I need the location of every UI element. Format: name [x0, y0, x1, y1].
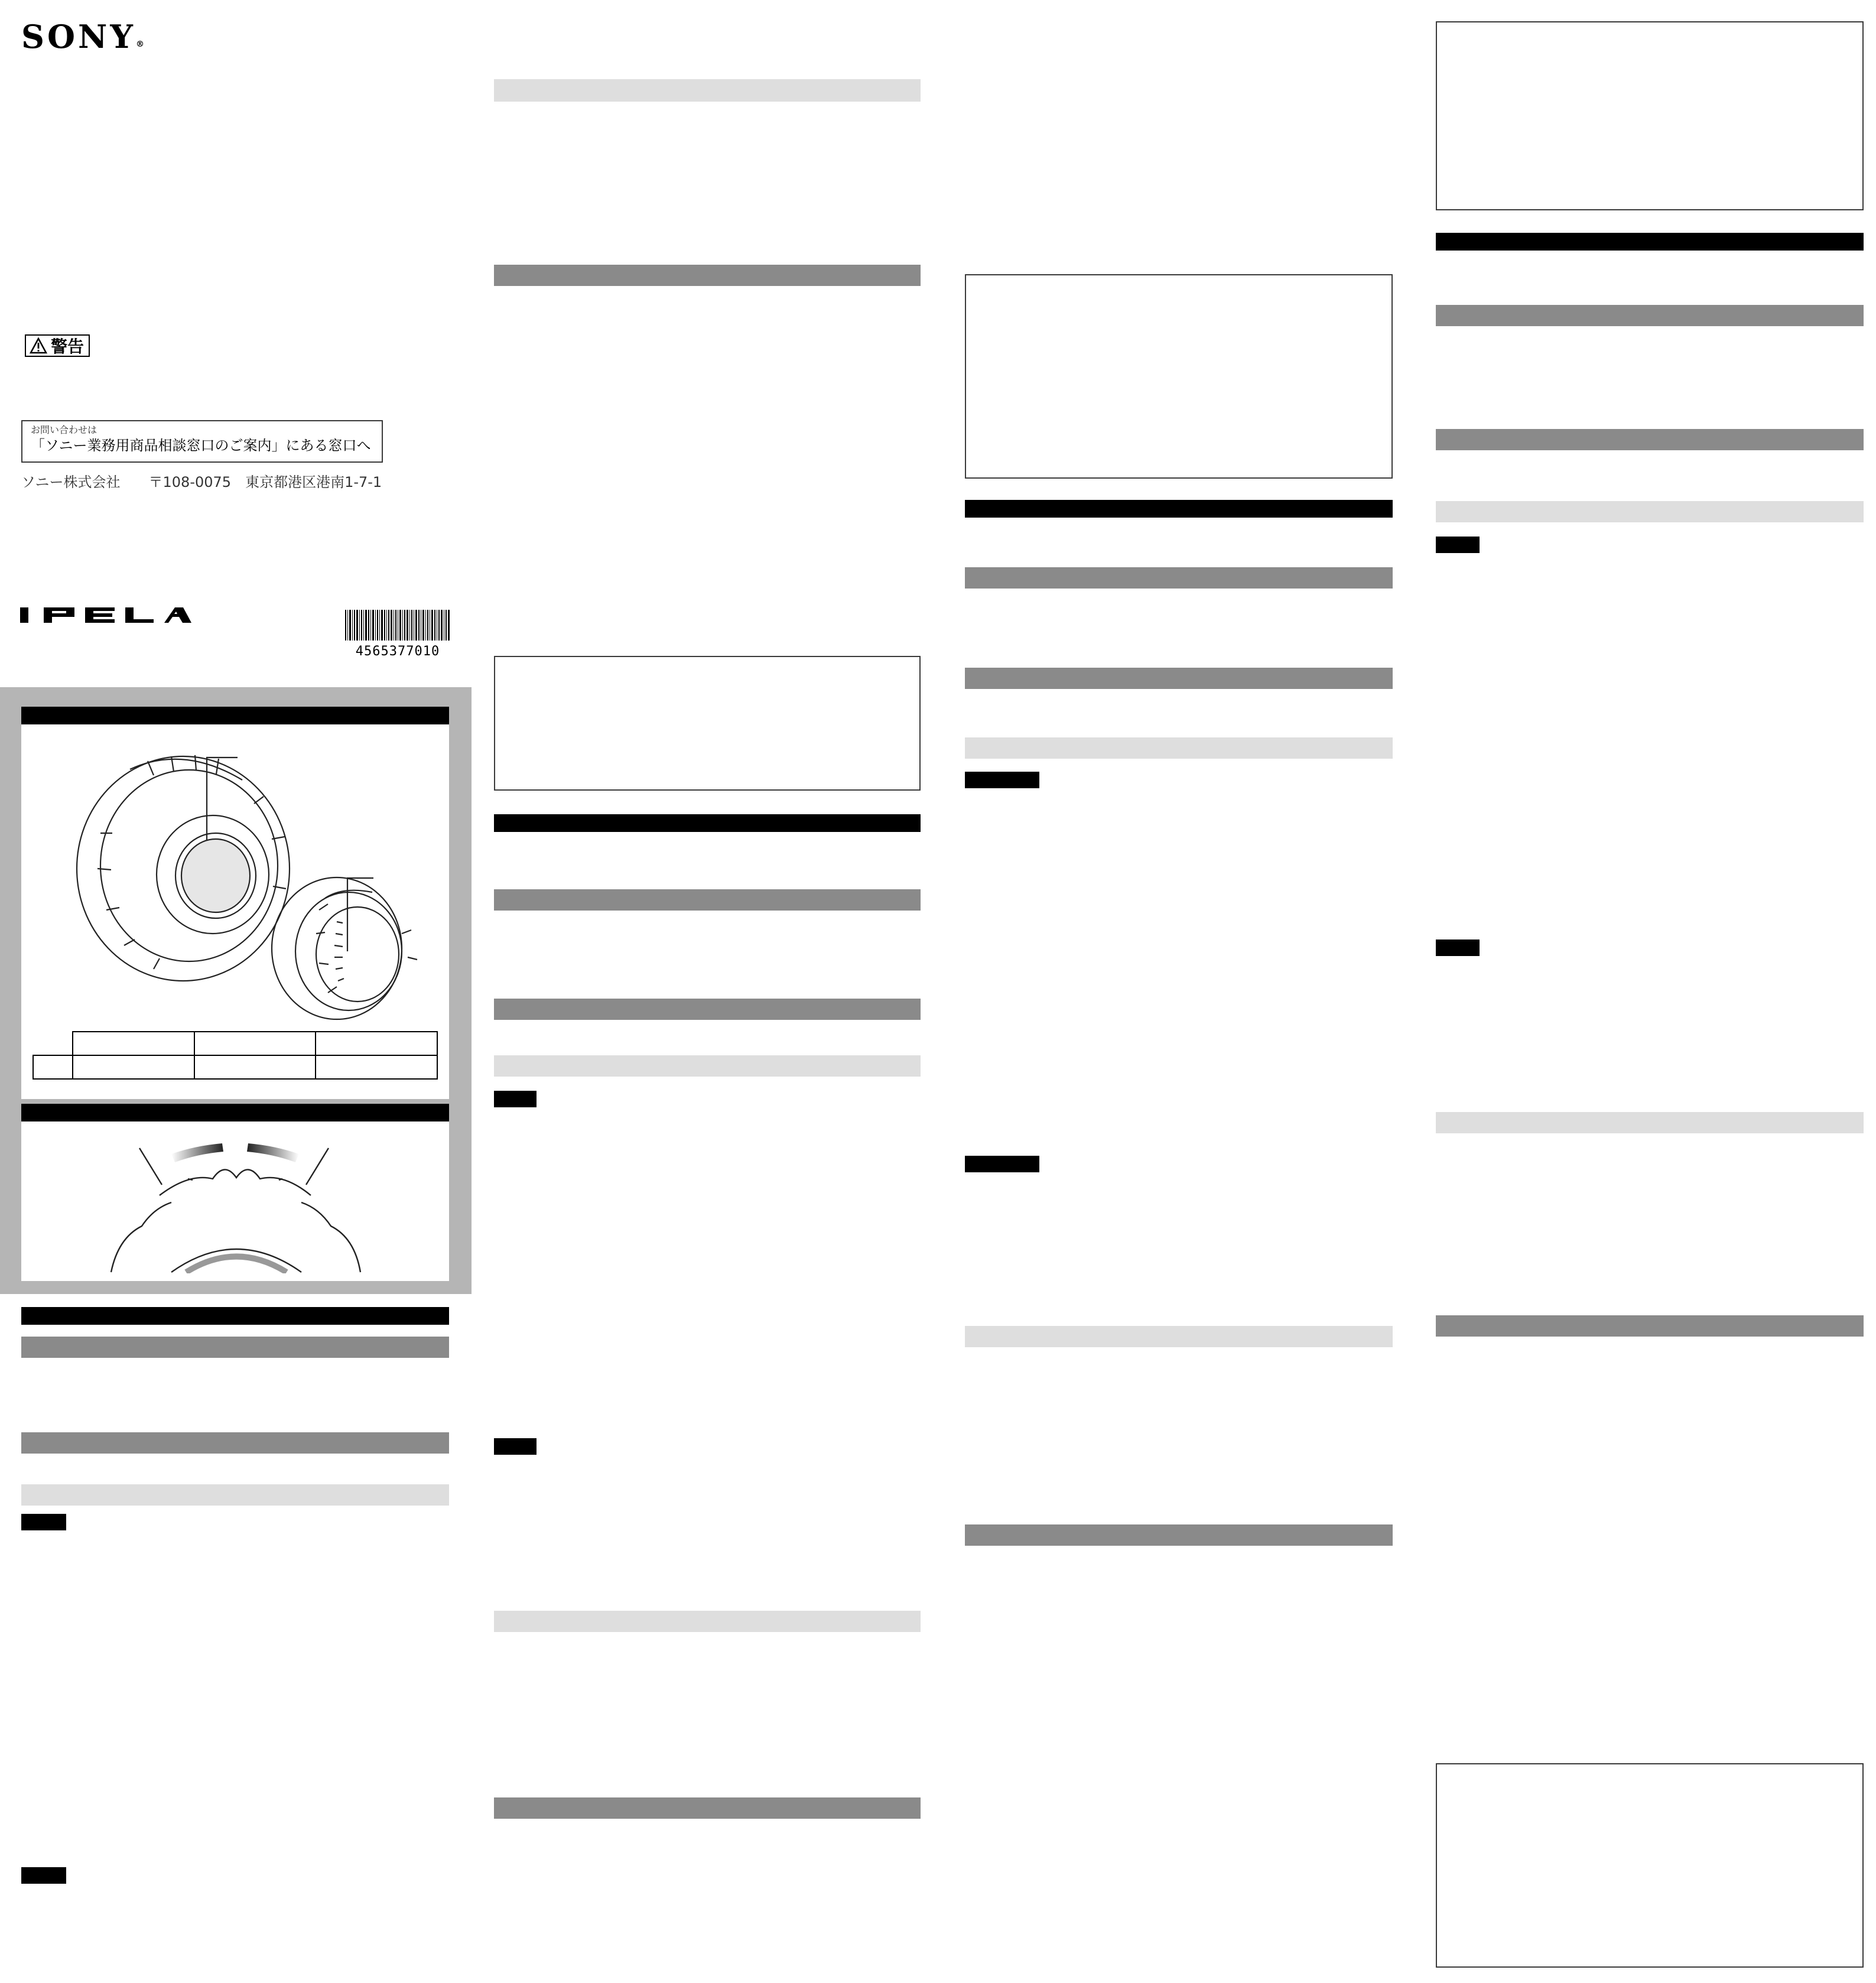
notice-box — [1436, 1763, 1864, 1968]
parts-table — [32, 1031, 438, 1080]
table-cell — [33, 1032, 73, 1055]
notice-box — [965, 274, 1393, 479]
section-header-bar — [965, 500, 1393, 518]
sony-logo-text: SONY — [21, 18, 136, 56]
warning-badge — [25, 334, 90, 357]
section-header-bar — [21, 1104, 449, 1121]
section-subheader-bar — [1436, 429, 1864, 450]
ipela-logo — [20, 603, 191, 626]
barcode-number: 4565377010 — [355, 644, 440, 659]
section-minor-bar — [1436, 501, 1864, 522]
section-subheader-bar — [21, 1337, 449, 1358]
note-tag — [1436, 940, 1480, 956]
section-header-bar — [21, 1307, 449, 1325]
section-subheader-bar — [1436, 1315, 1864, 1337]
section-minor-bar — [494, 79, 921, 102]
table-cell — [194, 1055, 316, 1079]
notice-box — [494, 656, 921, 791]
table-cell — [73, 1055, 194, 1079]
note-tag — [965, 1156, 1039, 1172]
note-tag — [494, 1438, 537, 1455]
sony-logo — [21, 18, 144, 56]
section-minor-bar — [494, 1055, 921, 1077]
barcode-graphic — [345, 610, 450, 641]
lens-housing-illustration — [65, 733, 420, 1028]
section-header-bar — [1436, 233, 1864, 251]
table-cell — [73, 1032, 194, 1055]
contact-small-label: お問い合わせは — [31, 424, 97, 435]
section-minor-bar — [965, 1326, 1393, 1347]
section-subheader-bar — [494, 1797, 921, 1819]
section-minor-bar — [494, 1611, 921, 1632]
warning-label: 警告 — [51, 337, 84, 356]
table-cell — [33, 1055, 73, 1079]
note-tag — [494, 1091, 537, 1107]
section-subheader-bar — [965, 1524, 1393, 1546]
table-cell — [316, 1032, 437, 1055]
note-tag — [21, 1514, 66, 1530]
contact-box — [21, 420, 383, 463]
table-row — [33, 1032, 437, 1055]
section-subheader-bar — [494, 265, 921, 286]
section-subheader-bar — [494, 999, 921, 1020]
note-tag — [21, 1867, 66, 1884]
company-address: ソニー株式会社 〒108-0075 東京都港区港南1-7-1 — [21, 474, 382, 490]
section-minor-bar — [21, 1484, 449, 1506]
table-cell — [316, 1055, 437, 1079]
section-header-bar — [494, 814, 921, 832]
section-header-bar — [21, 707, 449, 724]
section-subheader-bar — [21, 1432, 449, 1454]
note-tag — [965, 772, 1039, 788]
registered-mark: ® — [135, 40, 144, 49]
section-subheader-bar — [1436, 305, 1864, 326]
contact-main-label: 「ソニー業務用商品相談窓口のご案内」にある窓口へ — [31, 437, 371, 454]
table-cell — [194, 1032, 316, 1055]
section-subheader-bar — [494, 889, 921, 911]
barcode — [345, 610, 450, 659]
warning-triangle-icon — [30, 337, 47, 354]
section-subheader-bar — [965, 567, 1393, 589]
table-row — [33, 1055, 437, 1079]
rotation-arrows-illustration — [100, 1137, 378, 1273]
notice-box — [1436, 21, 1864, 210]
section-minor-bar — [965, 737, 1393, 759]
note-tag — [1436, 537, 1480, 553]
section-subheader-bar — [965, 668, 1393, 689]
section-minor-bar — [1436, 1112, 1864, 1133]
